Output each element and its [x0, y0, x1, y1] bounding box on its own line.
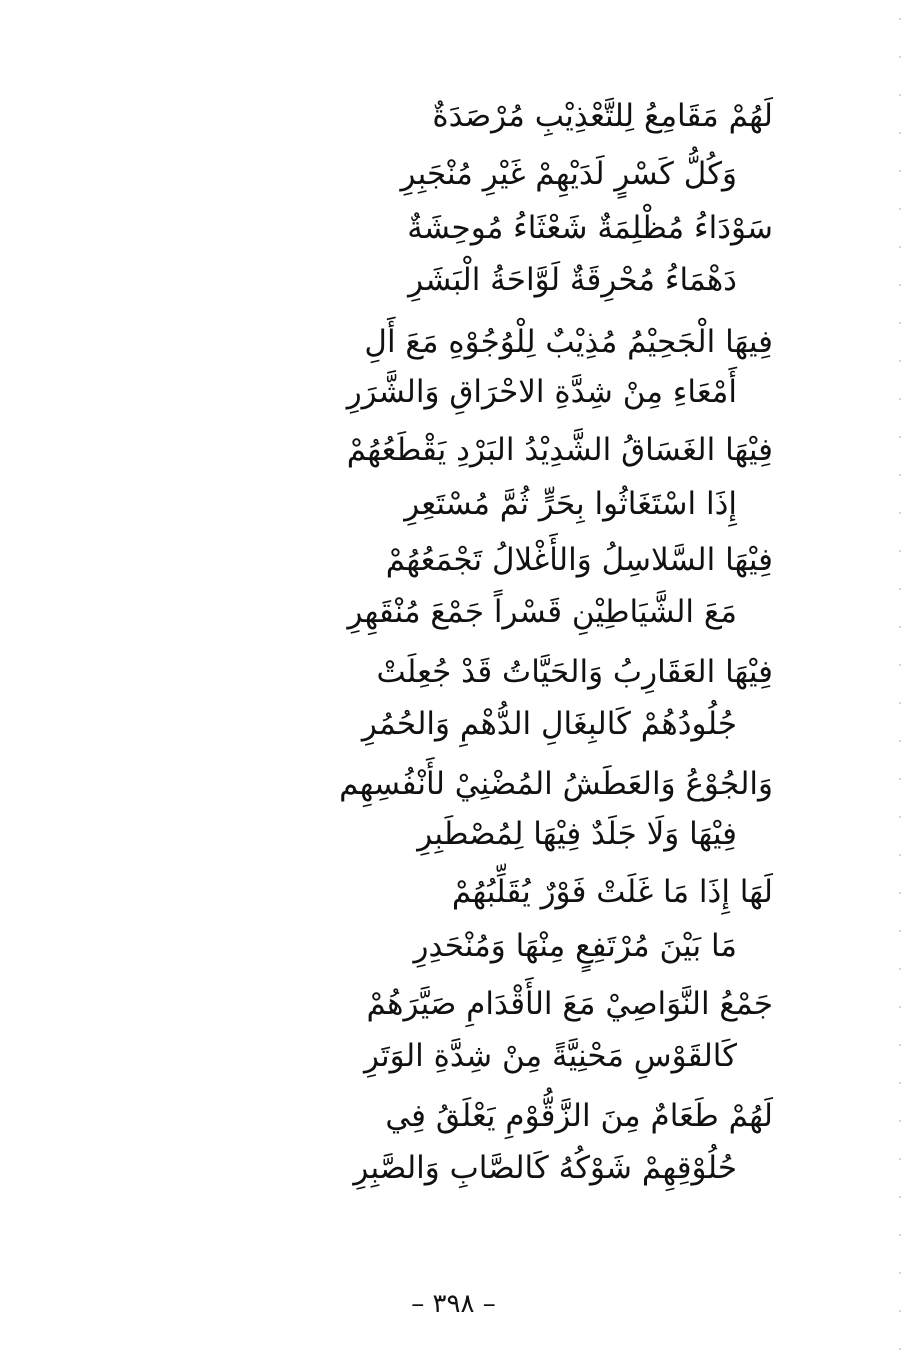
verse-line-9: فِيْهَا السَّلاسِلُ وَالأَغْلالُ تَجْمَعُهُمْ	[385, 542, 773, 578]
verse-line-5: فِيهَا الْجَحِيْمُ مُذِيْبٌ لِلْوُجُوْهِ مَعَ أَلِ	[364, 324, 773, 360]
verse-line-1: لَهُمْ مَقَامِعُ لِلتَّعْذِيْبِ مُرْصَدَةٌ	[432, 98, 773, 134]
verse-line-20: حُلُوْقِهِمْ شَوْكُهُ كَالصَّابِ وَالصَّبِرِ	[353, 1150, 737, 1186]
verse-line-7: فِيْهَا الغَسَاقُ الشَّدِيْدُ البَرْدِ يَقْطَعُهُمْ	[346, 432, 773, 468]
verse-line-17: جَمْعُ النَّوَاصِيْ مَعَ الأَقْدَامِ صَيَّرَهُمْ	[366, 986, 773, 1022]
verse-line-15: لَهَا إِذَا مَا غَلَتْ فَوْرٌ يُقَلِّبُهُمْ	[451, 874, 773, 910]
verse-line-14: فِيْهَا وَلَا جَلَدٌ فِيْهَا لِمُصْطَبِرِ	[417, 816, 737, 852]
verse-line-12: جُلُودُهُمْ كَالبِغَالِ الدُّهْمِ وَالحُمُرِ	[361, 706, 737, 742]
verse-line-4: دَهْمَاءُ مُحْرِقَةٌ لَوَّاحَةُ الْبَشَرِ	[408, 262, 737, 298]
verse-line-2: وَكُلُّ كَسْرٍ لَدَيْهِمْ غَيْرِ مُنْجَبِرِ	[400, 156, 737, 192]
page-number: – ٣٩٨ –	[411, 1289, 496, 1319]
verse-line-16: مَا بَيْنَ مُرْتَفِعٍ مِنْهَا وَمُنْحَدِرِ	[413, 928, 737, 964]
verse-line-18: كَالقَوْسِ مَحْنِيَّةً مِنْ شِدَّةِ الوَتَرِ	[363, 1038, 737, 1074]
verse-line-11: فِيْهَا العَقَارِبُ وَالحَيَّاتُ قَدْ جُعِلَتْ	[376, 654, 773, 690]
verse-line-19: لَهُمْ طَعَامٌ مِنَ الزَّقُّوْمِ يَعْلَقُ فِي	[385, 1098, 773, 1134]
verse-line-6: أَمْعَاءِ مِنْ شِدَّةِ الاحْرَاقِ وَالشَّرَرِ	[346, 374, 737, 410]
verse-line-10: مَعَ الشَّيَاطِيْنِ قَسْراً جَمْعَ مُنْقَهِرِ	[347, 594, 737, 630]
verse-line-3: سَوْدَاءُ مُظْلِمَةٌ شَعْثَاءُ مُوحِشَةٌ	[407, 210, 773, 246]
verse-line-8: إِذَا اسْتَغَاثُوا بِحَرٍّ ثُمَّ مُسْتَعِرِ	[404, 486, 737, 522]
verse-line-13: وَالجُوْعُ وَالعَطَشُ المُضْنِيْ لأَنْفُسِهِم	[339, 766, 773, 802]
